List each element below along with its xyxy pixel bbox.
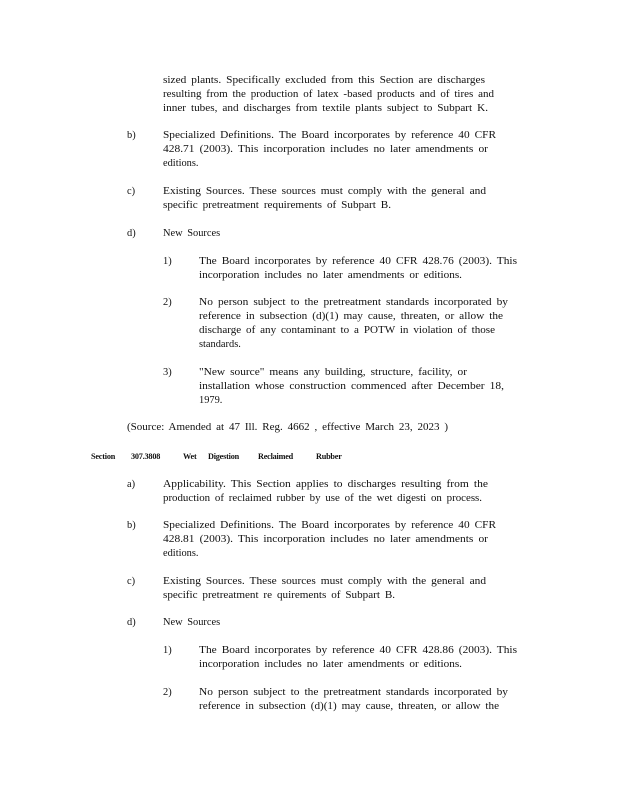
subitem-line: incorporation includes no later amendments or editions. [199, 270, 462, 281]
section-title-word: Wet [183, 452, 197, 461]
definitions-line: Specialized Definitions. The Board incorporates by reference 40 CFR [163, 130, 497, 141]
definitions-line: Specialized Definitions. The Board incorporates by reference 40 CFR [163, 520, 497, 531]
existing-sources-line: Existing Sources. These sources must comply with the general and [163, 186, 487, 197]
item-label-b: b) [127, 130, 136, 141]
intro-line: inner tubes, and discharges from textile plants subject to Subpart K. [163, 103, 488, 114]
item-label-a: a) [127, 479, 136, 490]
subitem-line: The Board incorporates by reference 40 CFR 428.76 (2003). This [199, 256, 518, 267]
new-sources-heading: New Sources [163, 617, 221, 628]
item-label-d: d) [127, 617, 136, 628]
subitem-label-2: 2) [163, 297, 172, 308]
applicability-line: production of reclaimed rubber by use of the wet digesti on process. [163, 493, 483, 504]
existing-sources-line: specific pretreatment requirements of Subpart B. [163, 200, 391, 211]
subitem-line: The Board incorporates by reference 40 CFR 428.86 (2003). This [199, 645, 518, 656]
definitions-line: editions. [163, 548, 199, 559]
section-title-word: Reclaimed [258, 452, 294, 461]
subitem-label-3: 3) [163, 367, 172, 378]
item-label-d: d) [127, 228, 136, 239]
subitem-label-1: 1) [163, 645, 172, 656]
subitem-line: reference in subsection (d)(1) may cause, threaten, or allow the [199, 701, 500, 712]
subitem-line: discharge of any contaminant to a POTW in violation of those [199, 325, 495, 336]
subitem-label-1: 1) [163, 256, 172, 267]
applicability-line: Applicability. This Section applies to discharges resulting from the [163, 479, 488, 490]
definitions-line: 428.81 (2003). This incorporation includes no later amendments or [163, 534, 489, 545]
definitions-line: 428.71 (2003). This incorporation includes no later amendments or [163, 144, 489, 155]
item-label-c: c) [127, 186, 136, 197]
item-label-b: b) [127, 520, 136, 531]
section-title-word: Rubber [316, 452, 342, 461]
section-number: 307.3808 [131, 452, 161, 461]
definitions-line: editions. [163, 158, 199, 169]
subitem-line: "New source" means any building, structure, facility, or [199, 367, 468, 378]
section-heading [91, 451, 351, 462]
subitem-line: No person subject to the pretreatment standards incorporated by [199, 687, 509, 698]
new-sources-heading: New Sources [163, 228, 221, 239]
existing-sources-line: specific pretreatment re quirements of Subpart B. [163, 590, 396, 601]
intro-line: sized plants. Specifically excluded from this Section are discharges [163, 75, 485, 86]
section-title-word: Digestion [208, 452, 239, 461]
existing-sources-line: Existing Sources. These sources must comply with the general and [163, 576, 487, 587]
source-note: (Source: Amended at 47 Ill. Reg. 4662 , effective March 23, 2023 ) [127, 422, 448, 433]
subitem-label-2: 2) [163, 687, 172, 698]
intro-line: resulting from the production of latex -based products and of tires and [163, 89, 495, 100]
item-label-c: c) [127, 576, 136, 587]
subitem-line: incorporation includes no later amendments or editions. [199, 659, 462, 670]
subitem-line: reference in subsection (d)(1) may cause, threaten, or allow the [199, 311, 503, 322]
section-word: Section [91, 452, 116, 461]
subitem-line: standards. [199, 339, 241, 350]
subitem-line: 1979. [199, 395, 223, 406]
subitem-line: installation whose construction commenced after December 18, [199, 381, 504, 392]
subitem-line: No person subject to the pretreatment standards incorporated by [199, 297, 509, 308]
